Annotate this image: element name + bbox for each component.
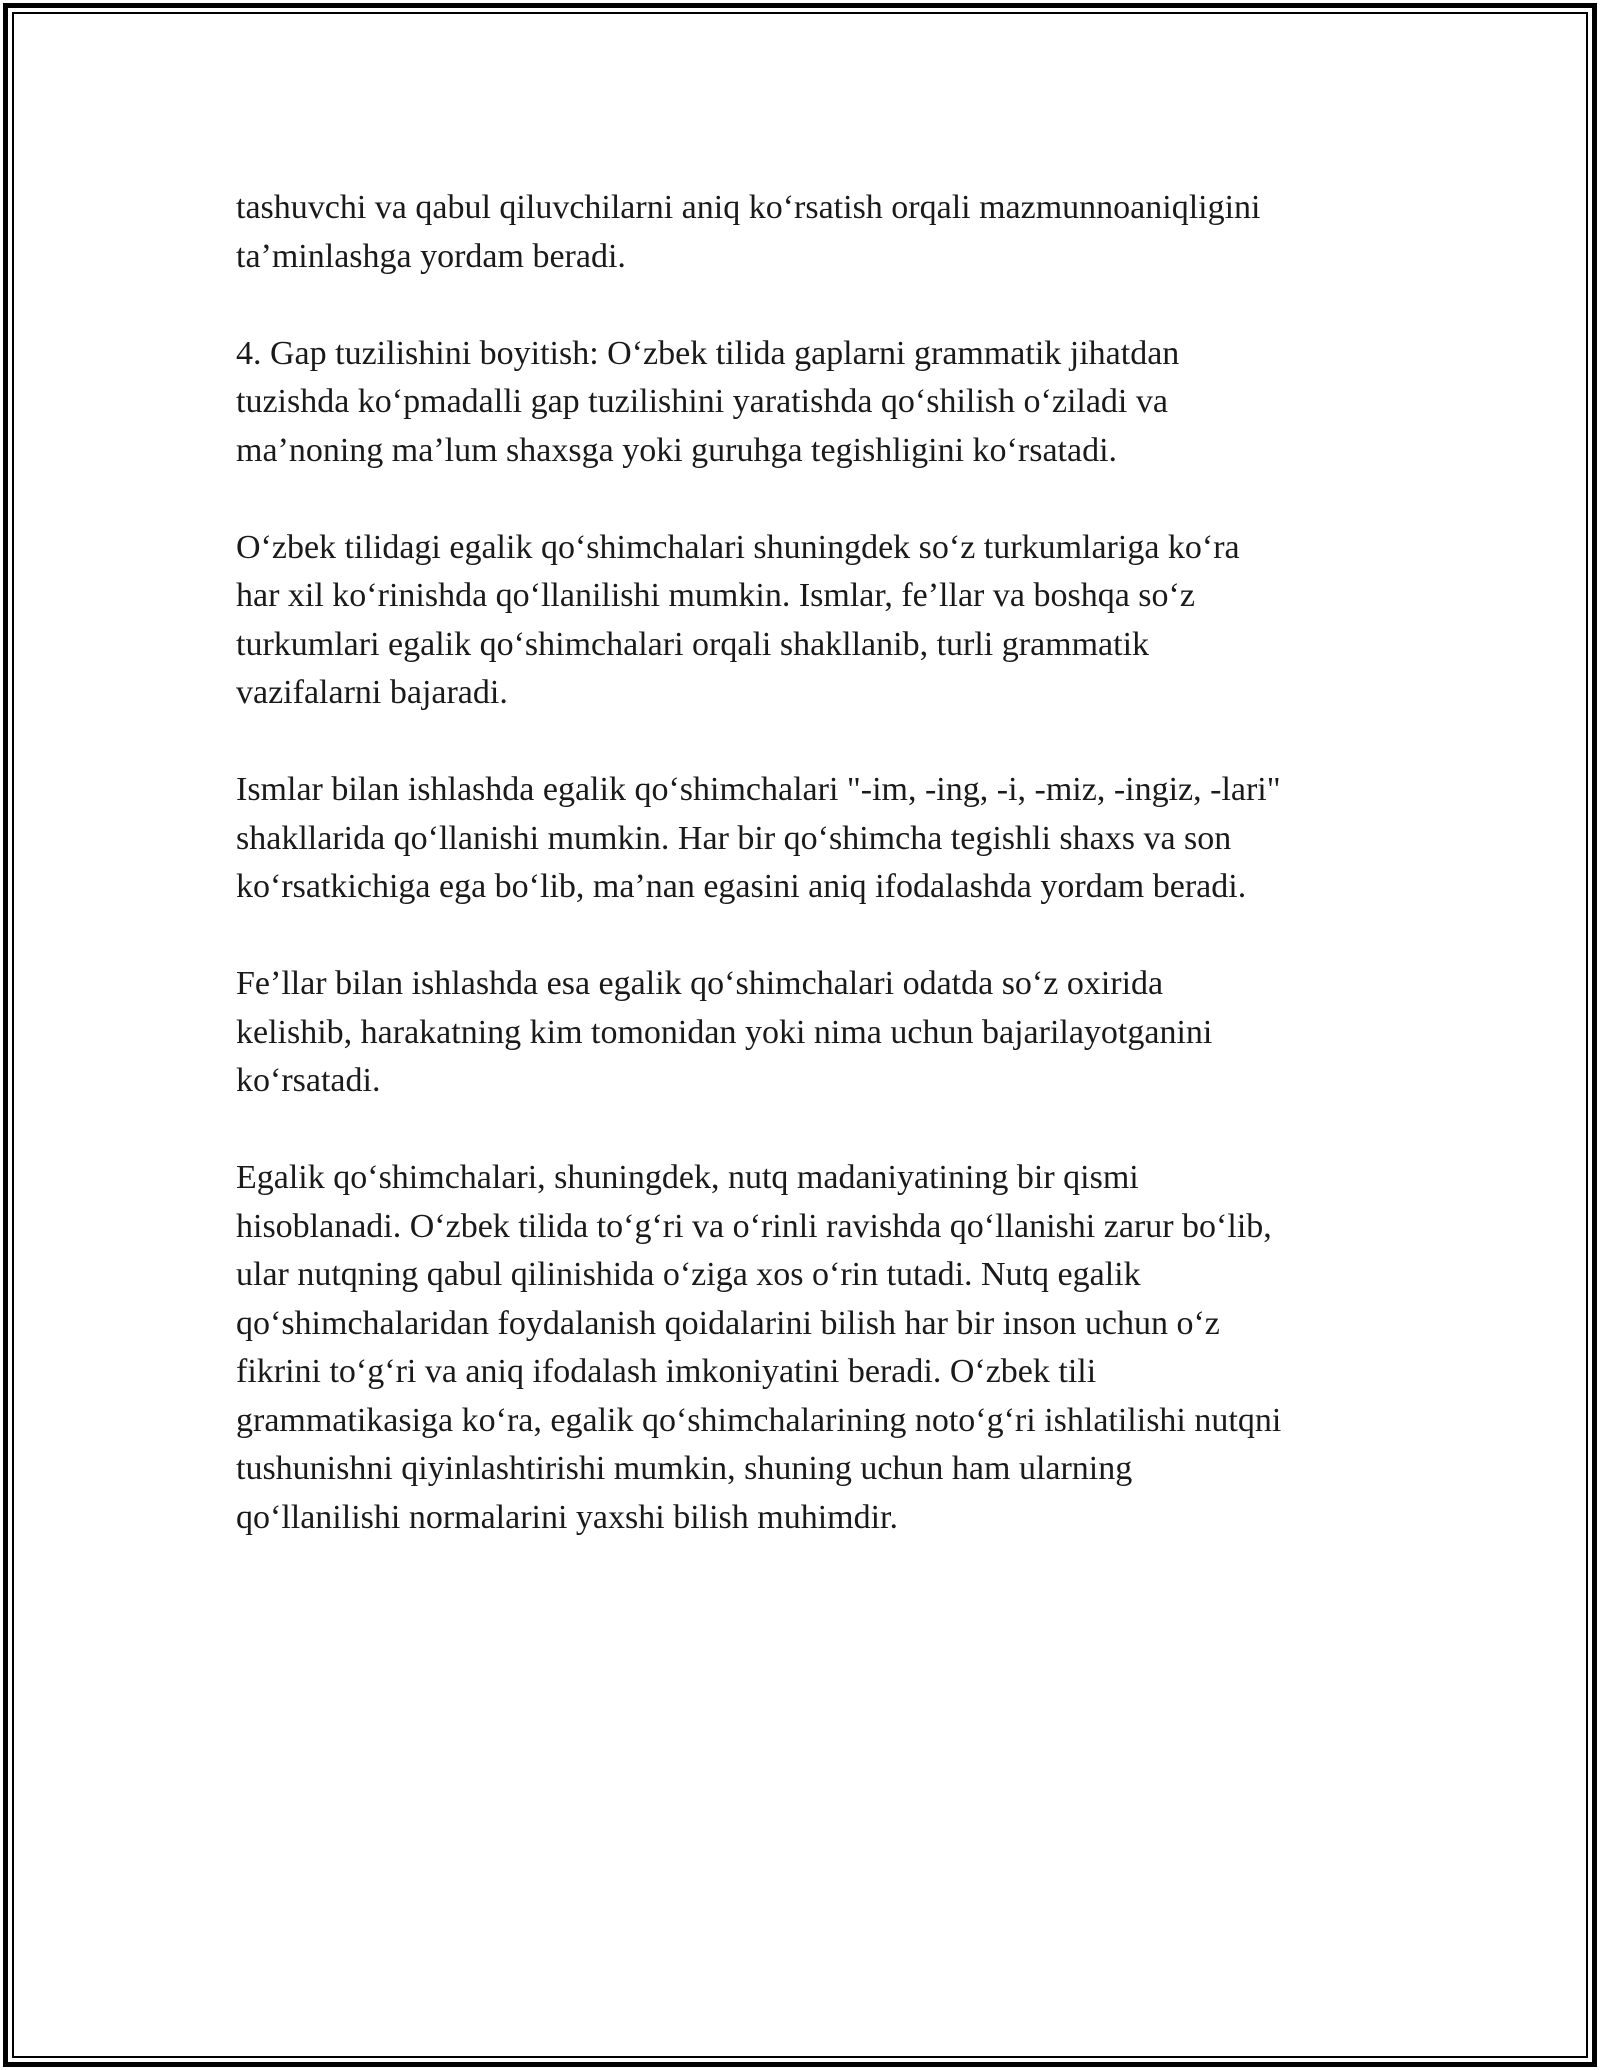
- paragraph-nutq-madaniyati: Egalik qoʻshimchalari, shuningdek, nutq madaniyatining bir qismi hisoblanadi. Oʻzbek tilida toʻgʻri va oʻrinli ravishda qoʻllanishi zarur boʻlib, ular nutqning qabul qilinishida oʻziga xos oʻrin tutadi. Nutq egalik qoʻshimchalaridan foydalanish qoidalarini bilish har bir inson uchun oʻz fikrini toʻgʻri va aniq ifodalash imkoniyatini beradi. Oʻzbek tili grammatikasiga koʻra, egalik qoʻshimchalarining notoʻgʻri ishlatilishi nutqni tushunishni qiyinlashtirishi mumkin, shuning uchun ham ularning qoʻllanilishi normalarini yaxshi bilish muhimdir.: [236, 1159, 1282, 1536]
- paragraph-continuation: tashuvchi va qabul qiluvchilarni aniq koʻrsatish orqali mazmunnoaniqligini taʼminlashga yordam beradi.: [236, 189, 1261, 275]
- paragraph-gap-tuzilishi: 4. Gap tuzilishini boyitish: Oʻzbek tilida gaplarni grammatik jihatdan tuzishda koʻpmadalli gap tuzilishini yaratishda qoʻshilish oʻziladi va maʼnoning maʼlum shaxsga yoki guruhga tegishligini koʻrsatadi.: [236, 334, 1180, 469]
- paragraph-fellar: Feʼllar bilan ishlashda esa egalik qoʻshimchalari odatda soʻz oxirida kelishib, harakatning kim tomonidan yoki nima uchun bajarilayotganini koʻrsatadi.: [236, 965, 1213, 1099]
- paragraph-soz-turkumlari: Oʻzbek tilidagi egalik qoʻshimchalari shuningdek soʻz turkumlariga koʻra har xil koʻrinishda qoʻllanilishi mumkin. Ismlar, feʼllar va boshqa soʻz turkumlari egalik qoʻshimchalari orqali shakllanib, turli grammatik vazifalarni bajaradi.: [236, 528, 1240, 711]
- document-body: [236, 184, 1376, 1591]
- paragraph-ismlar: Ismlar bilan ishlashda egalik qoʻshimchalari "-im, -ing, -i, -miz, -ingiz, -lari" shakllarida qoʻllanishi mumkin. Har bir qoʻshimcha tegishli shaxs va son koʻrsatkichiga ega boʻlib, maʼnan egasini aniq ifodalashda yordam beradi.: [236, 771, 1281, 905]
